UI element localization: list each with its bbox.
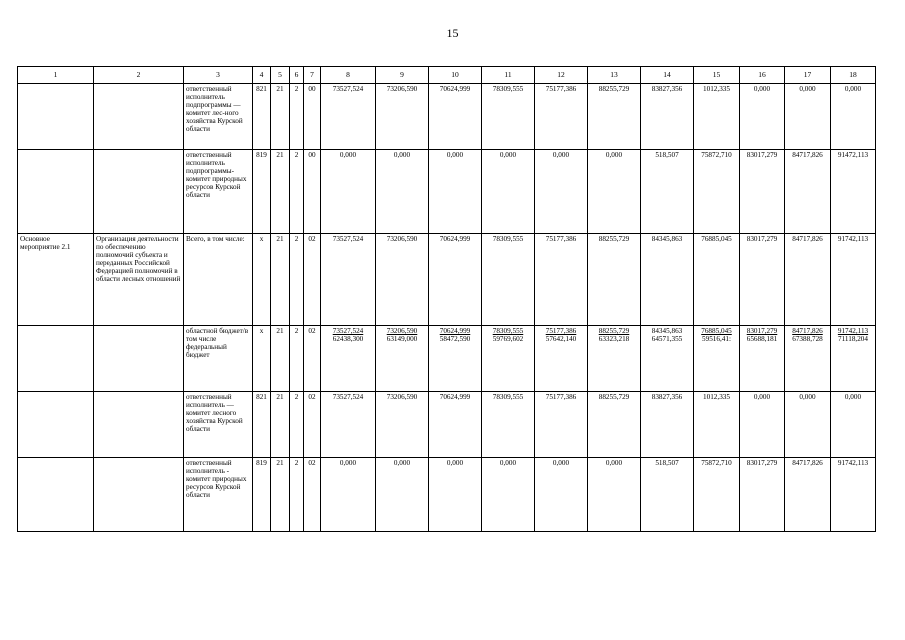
- column-header: 18: [831, 67, 876, 84]
- code-cell: 21: [271, 458, 290, 532]
- value-cell: 0,000: [740, 392, 785, 458]
- executor-cell: ответственный исполнитель - комитет природных ресурсов Курской области: [184, 458, 253, 532]
- code-cell: 2: [290, 234, 304, 326]
- federal-budget-value: 67388,728: [792, 335, 823, 344]
- value-cell: 73206,590: [376, 234, 429, 326]
- measure-description-cell: Организация деятельности по обеспечению полномочий субъекта и переданных Российской Федерацией полномочий в области лесных отношений: [94, 234, 184, 326]
- code-cell: 21: [271, 234, 290, 326]
- value-cell: 0,000: [376, 150, 429, 234]
- regional-budget-value: 91742,113: [837, 327, 869, 335]
- column-header: 13: [588, 67, 641, 84]
- value-cell: 83017,279: [740, 234, 785, 326]
- value-cell: 78309,555: [482, 392, 535, 458]
- regional-budget-value: 84717,826: [792, 327, 823, 335]
- code-cell: 21: [271, 392, 290, 458]
- value-cell: [694, 326, 740, 392]
- column-header: 14: [641, 67, 694, 84]
- code-cell: 2: [290, 458, 304, 532]
- value-cell: 84717,826: [785, 150, 831, 234]
- value-cell: 0,000: [588, 150, 641, 234]
- code-cell: 21: [271, 150, 290, 234]
- code-cell: 00: [304, 150, 321, 234]
- value-cell: 0,000: [429, 458, 482, 532]
- value-cell: 75177,386: [535, 234, 588, 326]
- value-cell: [785, 326, 831, 392]
- value-cell: [429, 326, 482, 392]
- table-row: [18, 326, 876, 392]
- regional-budget-value: 76885,045: [701, 327, 732, 335]
- value-cell: 84717,826: [785, 458, 831, 532]
- value-cell: 91742,113: [831, 234, 876, 326]
- value-cell: 88255,729: [588, 234, 641, 326]
- measure-description-cell: [94, 392, 184, 458]
- regional-budget-value: 73206,590: [386, 327, 418, 335]
- value-cell: 83017,279: [740, 150, 785, 234]
- code-cell: 02: [304, 392, 321, 458]
- measure-description-cell: [94, 458, 184, 532]
- value-cell: 70624,999: [429, 234, 482, 326]
- federal-budget-value: 58472,590: [439, 335, 471, 344]
- code-cell: 819: [253, 458, 271, 532]
- value-cell: 88255,729: [588, 392, 641, 458]
- federal-budget-value: 63149,000: [386, 335, 418, 344]
- code-cell: 821: [253, 84, 271, 150]
- measure-name-cell: [18, 84, 94, 150]
- value-cell: 0,000: [785, 84, 831, 150]
- regional-budget-value: 75177,386: [545, 327, 577, 335]
- regional-budget-value: 78309,555: [492, 327, 524, 335]
- regional-budget-value: 70624,999: [439, 327, 471, 335]
- federal-budget-value: 62438,300: [332, 335, 364, 344]
- code-cell: 21: [271, 84, 290, 150]
- value-cell: [321, 326, 376, 392]
- measure-description-cell: [94, 150, 184, 234]
- header-row: [18, 67, 876, 84]
- value-cell: 0,000: [740, 84, 785, 150]
- column-header: 9: [376, 67, 429, 84]
- value-cell: [535, 326, 588, 392]
- federal-budget-value: 63323,218: [598, 335, 630, 344]
- value-cell: 84345,863: [641, 234, 694, 326]
- federal-budget-value: 59769,602: [492, 335, 524, 344]
- value-cell: 91742,113: [831, 458, 876, 532]
- value-cell: 75177,386: [535, 84, 588, 150]
- value-cell: 91472,113: [831, 150, 876, 234]
- column-header: 11: [482, 67, 535, 84]
- value-cell: [588, 326, 641, 392]
- executor-cell: ответственный исполнитель подпрограммы — комитет лес-ного хозяйства Курской области: [184, 84, 253, 150]
- measure-description-cell: [94, 84, 184, 150]
- value-cell: 76885,045: [694, 234, 740, 326]
- value-cell: [641, 326, 694, 392]
- table-row: [18, 392, 876, 458]
- code-cell: х: [253, 326, 271, 392]
- column-header: 4: [253, 67, 271, 84]
- code-cell: 02: [304, 326, 321, 392]
- budget-table: [17, 66, 876, 532]
- value-cell: 73206,590: [376, 84, 429, 150]
- code-cell: 00: [304, 84, 321, 150]
- measure-name-cell: [18, 458, 94, 532]
- column-header: 8: [321, 67, 376, 84]
- executor-cell: областной бюджет/в том числе федеральный бюджет: [184, 326, 253, 392]
- column-header: 1: [18, 67, 94, 84]
- column-header: 2: [94, 67, 184, 84]
- federal-budget-value: 71118,204: [837, 335, 868, 344]
- code-cell: 2: [290, 84, 304, 150]
- value-cell: 0,000: [535, 150, 588, 234]
- measure-name-cell: [18, 326, 94, 392]
- value-cell: 1012,335: [694, 392, 740, 458]
- value-cell: 0,000: [482, 458, 535, 532]
- value-cell: 75872,710: [694, 150, 740, 234]
- measure-description-cell: [94, 326, 184, 392]
- value-cell: 73527,524: [321, 84, 376, 150]
- code-cell: 821: [253, 392, 271, 458]
- value-cell: [831, 326, 876, 392]
- executor-cell: ответственный исполнитель подпрограммы-комитет природных ресурсов Курской области: [184, 150, 253, 234]
- federal-budget-value: 59516,41:: [702, 335, 731, 344]
- value-cell: 0,000: [831, 392, 876, 458]
- federal-budget-value: 57642,140: [545, 335, 577, 344]
- value-cell: 0,000: [321, 458, 376, 532]
- regional-budget-value: 88255,729: [598, 327, 630, 335]
- value-cell: 75872,710: [694, 458, 740, 532]
- value-cell: 0,000: [429, 150, 482, 234]
- value-cell: 0,000: [785, 392, 831, 458]
- value-cell: 0,000: [376, 458, 429, 532]
- value-cell: 73206,590: [376, 392, 429, 458]
- value-cell: 0,000: [482, 150, 535, 234]
- measure-name-cell: [18, 392, 94, 458]
- value-cell: 518,507: [641, 150, 694, 234]
- measure-name-cell: [18, 150, 94, 234]
- column-header: 16: [740, 67, 785, 84]
- code-cell: 2: [290, 150, 304, 234]
- column-header: 6: [290, 67, 304, 84]
- value-cell: [376, 326, 429, 392]
- value-cell: [740, 326, 785, 392]
- value-cell: 75177,386: [535, 392, 588, 458]
- column-header: 3: [184, 67, 253, 84]
- table-row: [18, 84, 876, 150]
- code-cell: 2: [290, 392, 304, 458]
- value-cell: 0,000: [321, 150, 376, 234]
- column-header: 12: [535, 67, 588, 84]
- table-row: [18, 150, 876, 234]
- value-cell: 83827,356: [641, 84, 694, 150]
- value-cell: 0,000: [831, 84, 876, 150]
- value-cell: 83827,356: [641, 392, 694, 458]
- executor-cell: Всего, в том числе:: [184, 234, 253, 326]
- value-cell: 78309,555: [482, 234, 535, 326]
- code-cell: 2: [290, 326, 304, 392]
- value-cell: 0,000: [588, 458, 641, 532]
- value-cell: 84717,826: [785, 234, 831, 326]
- code-cell: 819: [253, 150, 271, 234]
- column-header: 10: [429, 67, 482, 84]
- value-cell: 1012,335: [694, 84, 740, 150]
- table-row: [18, 234, 876, 326]
- value-cell: 88255,729: [588, 84, 641, 150]
- regional-budget-value: 83017,279: [746, 327, 778, 335]
- regional-budget-value: 73527,524: [332, 327, 364, 335]
- value-cell: 70624,999: [429, 84, 482, 150]
- value-cell: 78309,555: [482, 84, 535, 150]
- regional-budget-value: 84345,863: [651, 327, 683, 335]
- column-header: 17: [785, 67, 831, 84]
- measure-name-cell: Основное мероприятие 2.1: [18, 234, 94, 326]
- value-cell: 518,507: [641, 458, 694, 532]
- column-header: 5: [271, 67, 290, 84]
- value-cell: 73527,524: [321, 234, 376, 326]
- value-cell: 70624,999: [429, 392, 482, 458]
- table-row: [18, 458, 876, 532]
- federal-budget-value: 64571,355: [651, 335, 683, 344]
- federal-budget-value: 65688,181: [746, 335, 778, 344]
- code-cell: 02: [304, 234, 321, 326]
- value-cell: 73527,524: [321, 392, 376, 458]
- value-cell: 83017,279: [740, 458, 785, 532]
- value-cell: 0,000: [535, 458, 588, 532]
- executor-cell: ответственный исполнитель — комитет лесного хозяйства Курской области: [184, 392, 253, 458]
- code-cell: 21: [271, 326, 290, 392]
- column-header: 15: [694, 67, 740, 84]
- code-cell: 02: [304, 458, 321, 532]
- page-number: 15: [446, 26, 459, 40]
- code-cell: х: [253, 234, 271, 326]
- value-cell: [482, 326, 535, 392]
- column-header: 7: [304, 67, 321, 84]
